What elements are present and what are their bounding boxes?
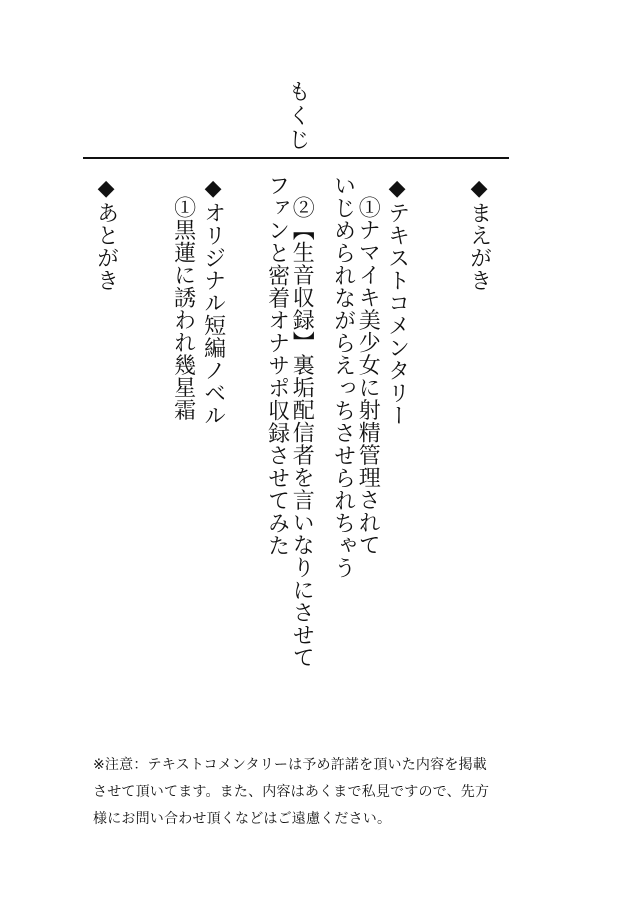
note-line: ※注意：テキストコメンタリーは予め許諾を頂いた内容を掲載 bbox=[93, 757, 487, 773]
entry-heading: ◆テキストコメンタリー bbox=[384, 176, 410, 427]
subentry-line-1: ①ナマイキ美少女に射精管理されて bbox=[355, 196, 381, 556]
toc-entry-novel-heading[interactable] bbox=[200, 176, 225, 427]
subentry-line-2: いじめられながらえっちさせられちゃう bbox=[330, 174, 356, 579]
note-line: 様にお問い合わせ頂くなどはご遠慮ください。 bbox=[93, 811, 392, 827]
toc-entry-afterword[interactable] bbox=[93, 176, 118, 292]
subentry-line-1: ②【生音収録】裏垢配信者を言いなりにさせて bbox=[289, 196, 315, 669]
subentry-line-1: ①黒蓮に誘われ幾星霜 bbox=[170, 196, 196, 421]
entry-heading: ◆オリジナル短編ノベル bbox=[200, 176, 226, 427]
toc-entry-preface[interactable] bbox=[466, 176, 491, 292]
toc-title: もくじ bbox=[285, 80, 310, 152]
entry-heading: ◆あとがき bbox=[93, 176, 119, 292]
toc-entry-commentary-heading[interactable] bbox=[384, 176, 409, 427]
note-line: させて頂いてます。また、内容はあくまで私見ですので、先方 bbox=[93, 784, 490, 800]
toc-subentry-3[interactable] bbox=[170, 196, 195, 421]
subentry-line-2: ファンと密着オナサポ収録させてみた bbox=[264, 174, 290, 557]
toc-subentry-1[interactable] bbox=[330, 174, 381, 579]
disclaimer-note bbox=[93, 752, 523, 833]
toc-subentry-2[interactable] bbox=[264, 174, 315, 669]
entry-heading: ◆まえがき bbox=[466, 176, 492, 292]
title-divider bbox=[83, 157, 509, 159]
